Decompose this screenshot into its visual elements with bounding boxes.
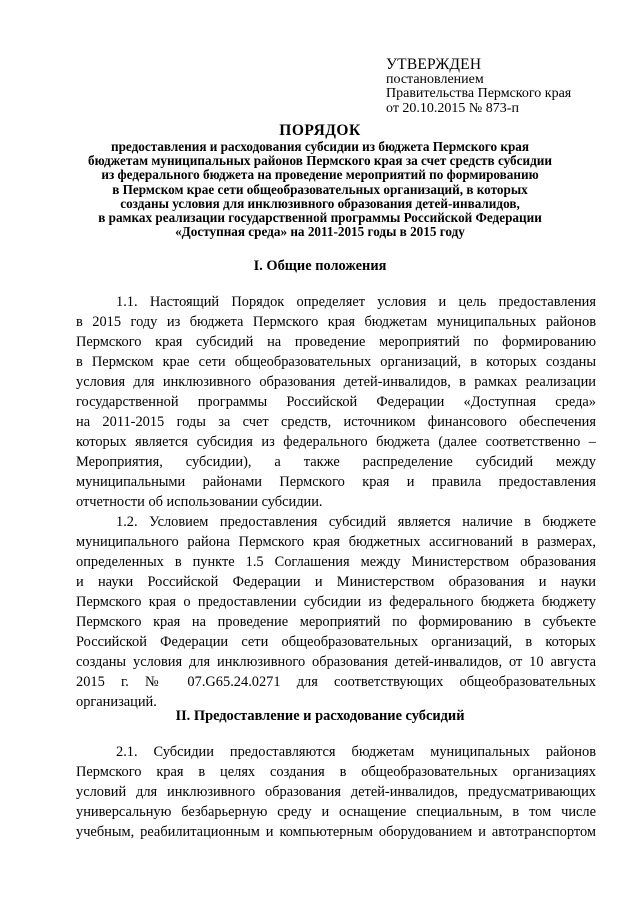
paragraph-line: Пермского края субсидий на проведение мероприятий по формированию (76, 334, 596, 350)
paragraph-line: 2.1. Субсидии предоставляются бюджетам муниципальных районов (116, 744, 596, 760)
subtitle-line: в рамках реализации государственной программы Российской Федерации (98, 210, 542, 226)
paragraph-line: муниципального района Пермского края бюджетных ассигнований в размерах, (76, 534, 596, 550)
paragraph-line: организаций. (76, 694, 157, 710)
paragraph-line: и науки Российской Федерации и Министерством образования и науки (76, 574, 596, 590)
paragraph-line: муниципальными районами Пермского края и правила предоставления (76, 474, 596, 490)
paragraph-line: универсальную безбарьерную среду и оснащение специальным, в том числе (76, 804, 596, 820)
paragraph-line: Российской Федерации сети общеобразовательных организаций, в которых (76, 634, 596, 650)
paragraph-line: Пермского края о предоставлении субсидии из федерального бюджета бюджету (76, 594, 596, 610)
document-title: ПОРЯДОК (279, 122, 361, 139)
paragraph-line: определенных в пункте 1.5 Соглашения между Министерством образования (76, 554, 596, 570)
paragraph-line: которых является субсидия из федерального бюджета (далее соответственно – (76, 434, 596, 450)
paragraph-line: Пермского края на проведение мероприятий по формированию в субъекте (76, 614, 596, 630)
subtitle-line: предоставления и расходования субсидии из бюджета Пермского края (110, 139, 530, 154)
paragraph-line: условия для инклюзивного образования детей-инвалидов, в рамках реализации (76, 374, 596, 390)
paragraph-1-2 (76, 512, 596, 712)
paragraph-line: Мероприятия, субсидии), а также распределение субсидий между (76, 454, 596, 470)
paragraph-2-1 (76, 742, 596, 842)
paragraph-line: на 2011-2015 годы за счет средств, источником финансового обеспечения (76, 414, 596, 430)
paragraph-line: 1.1. Настоящий Порядок определяет условия и цель предоставления (116, 294, 596, 310)
paragraph-line: в 2015 году из бюджета Пермского края бюджетам муниципальных районов (76, 314, 596, 330)
subtitle-line: бюджетам муниципальных районов Пермского края за счет средств субсидии (88, 153, 552, 169)
approval-line: от 20.10.2015 № 873-п (386, 100, 519, 116)
paragraph-line: государственной программы Российской Федерации «Доступная среда» (76, 394, 596, 410)
subtitle-line: созданы условия для инклюзивного образования детей-инвалидов, (120, 195, 520, 211)
paragraph-line: Пермского края в целях создания в общеобразовательных организациях (76, 764, 596, 780)
subtitle-line: из федерального бюджета на проведение мероприятий по формированию (101, 167, 539, 183)
paragraph-line: 1.2. Условием предоставления субсидий является наличие в бюджете (116, 514, 596, 530)
paragraph-line: учебным, реабилитационным и компьютерным оборудованием и автотранспортом (76, 824, 596, 840)
paragraph-line: 2015 г. № 07.G65.24.0271 для соответствующих общеобразовательных (76, 674, 596, 690)
subtitle-line: в Пермском крае сети общеобразовательных организаций, в которых (112, 181, 528, 197)
subtitle-line: «Доступная среда» на 2011-2015 годы в 2015 году (175, 224, 465, 240)
paragraph-1-1 (76, 292, 596, 512)
paragraph-line: в Пермском крае сети общеобразовательных организаций, в которых созданы (76, 354, 596, 370)
paragraph-line: условий для инклюзивного образования детей-инвалидов, предусматривающих (76, 784, 596, 800)
section-1-heading: I. Общие положения (253, 258, 387, 274)
paragraph-line: созданы условия для инклюзивного образования детей-инвалидов, от 10 августа (76, 654, 596, 670)
document-subtitle (64, 140, 576, 239)
approval-line: Правительства Пермского края (386, 86, 572, 101)
section-2-heading: II. Предоставление и расходование субсидий (175, 708, 465, 724)
approval-line: постановлением (386, 71, 484, 87)
paragraph-line: отчетности об использовании субсидии. (76, 494, 323, 510)
approval-stamp (386, 58, 571, 116)
approval-approved: УТВЕРЖДЕН (386, 56, 482, 73)
